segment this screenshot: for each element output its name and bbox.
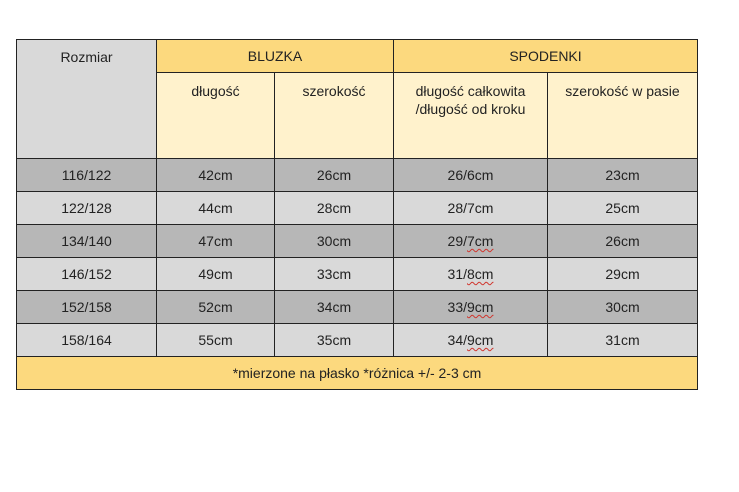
cell-shorts-waist: 31cm — [548, 324, 698, 357]
cell-blouse-width: 34cm — [275, 291, 394, 324]
cell-blouse-length: 44cm — [157, 192, 275, 225]
header-size: Rozmiar — [17, 40, 157, 159]
cell-shorts-length-b: 7cm — [467, 233, 494, 249]
cell-size: 158/164 — [17, 324, 157, 357]
cell-shorts-waist: 25cm — [548, 192, 698, 225]
cell-shorts-length-a: 26/6cm — [447, 167, 494, 183]
cell-shorts-length-a: 28/7cm — [447, 200, 494, 216]
subheader-blouse-length: długość — [157, 73, 275, 159]
cell-shorts-length-a: 34/ — [447, 332, 467, 348]
cell-shorts-length-a: 29/ — [447, 233, 467, 249]
cell-shorts-waist: 30cm — [548, 291, 698, 324]
subheader-blouse-width: szerokość — [275, 73, 394, 159]
header-shorts: SPODENKI — [394, 40, 698, 73]
cell-shorts-waist: 29cm — [548, 258, 698, 291]
cell-shorts-waist: 26cm — [548, 225, 698, 258]
cell-blouse-width: 35cm — [275, 324, 394, 357]
cell-blouse-length: 47cm — [157, 225, 275, 258]
cell-size: 122/128 — [17, 192, 157, 225]
cell-shorts-length — [394, 225, 548, 258]
cell-shorts-length — [394, 324, 548, 357]
subheader-shorts-waist: szerokość w pasie — [548, 73, 698, 159]
cell-blouse-length: 55cm — [157, 324, 275, 357]
cell-shorts-length-a: 33/ — [447, 299, 467, 315]
cell-shorts-length — [394, 258, 548, 291]
subheader-shorts-length-line1: długość całkowita — [415, 83, 526, 99]
cell-blouse-width: 30cm — [275, 225, 394, 258]
cell-shorts-length-b: 9cm — [467, 332, 494, 348]
header-blouse: BLUZKA — [157, 40, 394, 73]
cell-blouse-width: 33cm — [275, 258, 394, 291]
cell-size: 146/152 — [17, 258, 157, 291]
cell-blouse-length: 49cm — [157, 258, 275, 291]
cell-size: 152/158 — [17, 291, 157, 324]
subheader-shorts-length-line2: /długość od kroku — [415, 101, 526, 117]
cell-size: 116/122 — [17, 159, 157, 192]
cell-shorts-length — [394, 159, 548, 192]
footer-note: *mierzone na płasko *różnica +/- 2-3 cm — [17, 357, 698, 390]
cell-shorts-length-b: 8cm — [467, 266, 494, 282]
cell-shorts-waist: 23cm — [548, 159, 698, 192]
cell-shorts-length — [394, 192, 548, 225]
subheader-shorts-length-text — [416, 82, 526, 118]
cell-shorts-length-b: 9cm — [467, 299, 494, 315]
cell-size: 134/140 — [17, 225, 157, 258]
cell-blouse-width: 28cm — [275, 192, 394, 225]
cell-blouse-width: 26cm — [275, 159, 394, 192]
size-chart-table — [16, 39, 698, 390]
cell-shorts-length-a: 31/ — [447, 266, 467, 282]
cell-blouse-length: 52cm — [157, 291, 275, 324]
cell-blouse-length: 42cm — [157, 159, 275, 192]
cell-shorts-length — [394, 291, 548, 324]
subheader-shorts-length — [394, 73, 548, 159]
